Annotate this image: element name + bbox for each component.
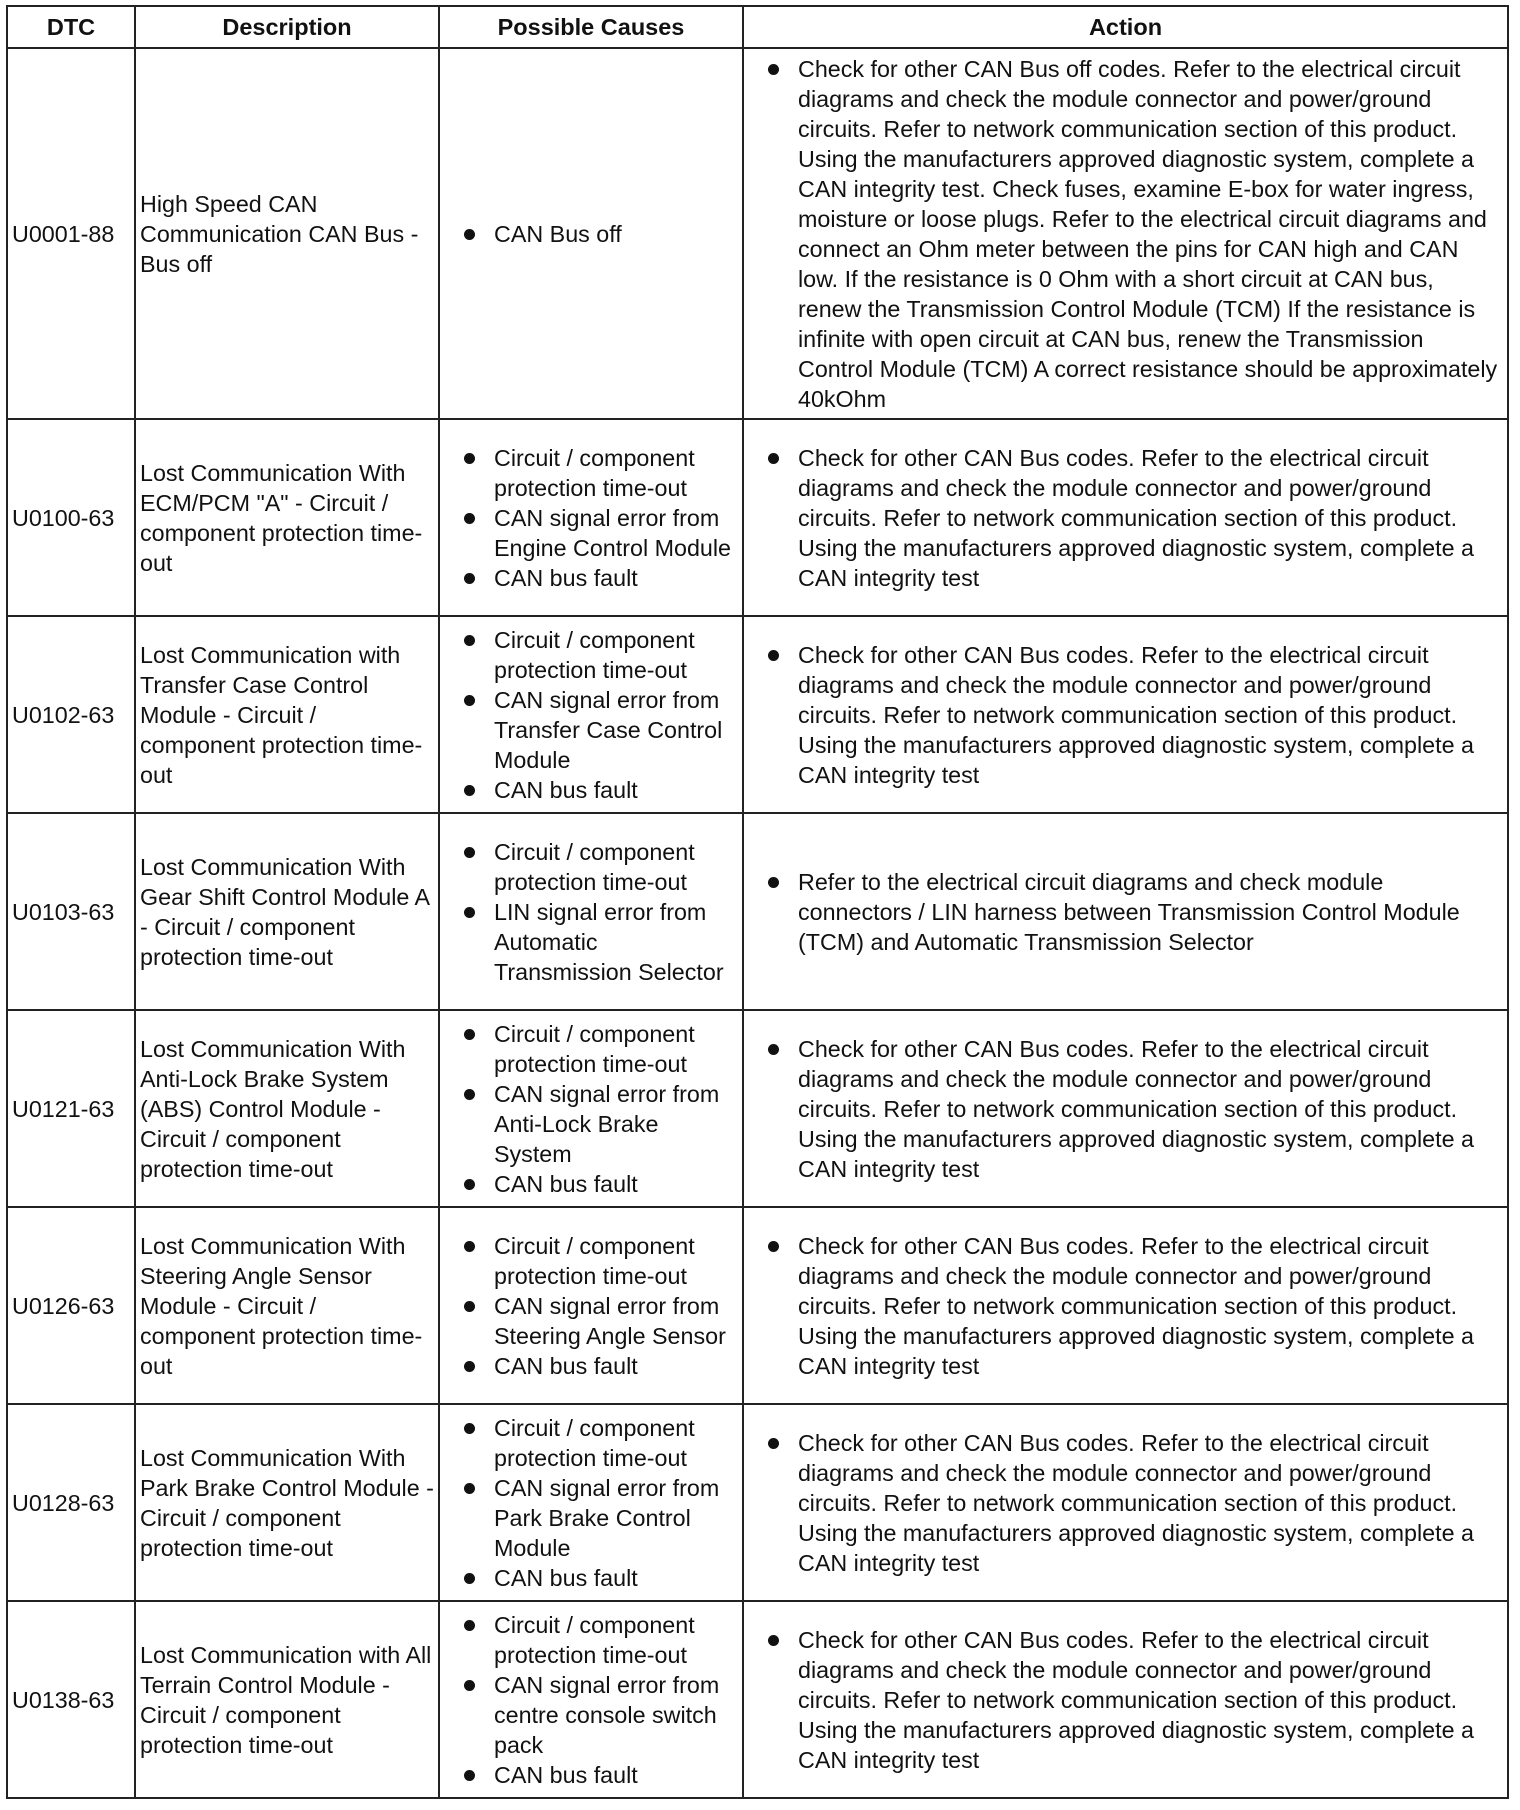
cause-item: CAN bus fault [460,1563,740,1593]
table-row [7,1010,1508,1207]
dtc-description: Lost Communication with Transfer Case Control Module - Circuit / component protection time-out [135,616,439,813]
table-row [7,813,1508,1010]
table-row [7,616,1508,813]
action-item: Check for other CAN Bus codes. Refer to the electrical circuit diagrams and check the module connector and power/ground circuits. Refer to network communication section of this product. Using the manufacturers approved diagnostic system, complete a CAN integrity test [764,1428,1503,1578]
action-item: Check for other CAN Bus codes. Refer to the electrical circuit diagrams and check the module connector and power/ground circuits. Refer to network communication section of this product. Using the manufacturers approved diagnostic system, complete a CAN integrity test [764,1625,1503,1775]
table-row [7,1207,1508,1404]
cause-item: Circuit / component protection time-out [460,443,740,503]
cause-item: CAN signal error from Park Brake Control Module [460,1473,740,1563]
causes-list [460,625,740,805]
action-cell [743,813,1508,1010]
action-cell [743,419,1508,616]
table-row [7,1601,1508,1798]
action-item: Refer to the electrical circuit diagrams and check module connectors / LIN harness between Transmission Control Module (TCM) and Automatic Transmission Selector [764,867,1503,957]
table-header [7,6,1508,48]
dtc-code: U0102-63 [7,616,135,813]
causes-list [460,1231,740,1381]
action-list [764,1034,1503,1184]
action-list [764,54,1503,414]
action-list [764,1625,1503,1775]
dtc-code: U0100-63 [7,419,135,616]
header-possible-causes: Possible Causes [439,6,743,48]
cause-item: CAN bus fault [460,1169,740,1199]
action-cell [743,1207,1508,1404]
table-row [7,1404,1508,1601]
dtc-description: Lost Communication With Anti-Lock Brake System (ABS) Control Module - Circuit / component protection time-out [135,1010,439,1207]
dtc-code: U0138-63 [7,1601,135,1798]
cause-item: CAN bus fault [460,775,740,805]
dtc-description: Lost Communication With Park Brake Control Module - Circuit / component protection time-out [135,1404,439,1601]
action-item: Check for other CAN Bus off codes. Refer to the electrical circuit diagrams and check the module connector and power/ground circuits. Refer to network communication section of this product. Using the manufacturers approved diagnostic system, complete a CAN integrity test. Check fuses, examine E-box for water ingress, moisture or loose plugs. Refer to the electrical circuit diagrams and connect an Ohm meter between the pins for CAN high and CAN low. If the resistance is 0 Ohm with a short circuit at CAN bus, renew the Transmission Control Module (TCM) If the resistance is infinite with open circuit at CAN bus, renew the Transmission Control Module (TCM) A correct resistance should be approximately 40kOhm [764,54,1503,414]
causes-list [460,443,740,593]
header-dtc: DTC [7,6,135,48]
causes-list [460,837,740,987]
cause-item: CAN signal error from Transfer Case Control Module [460,685,740,775]
action-list [764,1428,1503,1578]
cause-item: Circuit / component protection time-out [460,837,740,897]
cause-item: Circuit / component protection time-out [460,1019,740,1079]
dtc-code: U0128-63 [7,1404,135,1601]
dtc-description: Lost Communication with All Terrain Control Module - Circuit / component protection time-out [135,1601,439,1798]
dtc-description: Lost Communication With ECM/PCM "A" - Circuit / component protection time-out [135,419,439,616]
cause-item: CAN bus fault [460,1760,740,1790]
cause-item: CAN bus fault [460,563,740,593]
header-row [7,6,1508,48]
causes-list [460,1610,740,1790]
dtc-table [6,5,1509,1799]
cause-item: Circuit / component protection time-out [460,1610,740,1670]
possible-causes [439,616,743,813]
cause-item: CAN Bus off [460,219,740,249]
action-list [764,640,1503,790]
possible-causes [439,1207,743,1404]
cause-item: Circuit / component protection time-out [460,625,740,685]
action-cell [743,1010,1508,1207]
header-action: Action [743,6,1508,48]
cause-item: Circuit / component protection time-out [460,1413,740,1473]
possible-causes [439,1010,743,1207]
dtc-code: U0126-63 [7,1207,135,1404]
cause-item: Circuit / component protection time-out [460,1231,740,1291]
dtc-code: U0001-88 [7,48,135,419]
table-body [7,48,1508,1798]
dtc-description: Lost Communication With Gear Shift Control Module A - Circuit / component protection time-out [135,813,439,1010]
causes-list [460,1413,740,1593]
dtc-code: U0103-63 [7,813,135,1010]
dtc-description: Lost Communication With Steering Angle Sensor Module - Circuit / component protection time-out [135,1207,439,1404]
action-list [764,443,1503,593]
header-description: Description [135,6,439,48]
cause-item: CAN signal error from Anti-Lock Brake System [460,1079,740,1169]
action-item: Check for other CAN Bus codes. Refer to the electrical circuit diagrams and check the module connector and power/ground circuits. Refer to network communication section of this product. Using the manufacturers approved diagnostic system, complete a CAN integrity test [764,443,1503,593]
table-row [7,419,1508,616]
action-item: Check for other CAN Bus codes. Refer to the electrical circuit diagrams and check the module connector and power/ground circuits. Refer to network communication section of this product. Using the manufacturers approved diagnostic system, complete a CAN integrity test [764,1231,1503,1381]
action-item: Check for other CAN Bus codes. Refer to the electrical circuit diagrams and check the module connector and power/ground circuits. Refer to network communication section of this product. Using the manufacturers approved diagnostic system, complete a CAN integrity test [764,640,1503,790]
action-list [764,1231,1503,1381]
cause-item: CAN bus fault [460,1351,740,1381]
possible-causes [439,48,743,419]
possible-causes [439,1404,743,1601]
cause-item: CAN signal error from Steering Angle Sensor [460,1291,740,1351]
dtc-description: High Speed CAN Communication CAN Bus - Bus off [135,48,439,419]
action-cell [743,1601,1508,1798]
possible-causes [439,1601,743,1798]
cause-item: CAN signal error from Engine Control Module [460,503,740,563]
table-row [7,48,1508,419]
causes-list [460,1019,740,1199]
action-item: Check for other CAN Bus codes. Refer to the electrical circuit diagrams and check the module connector and power/ground circuits. Refer to network communication section of this product. Using the manufacturers approved diagnostic system, complete a CAN integrity test [764,1034,1503,1184]
action-list [764,867,1503,957]
action-cell [743,616,1508,813]
dtc-code: U0121-63 [7,1010,135,1207]
action-cell [743,1404,1508,1601]
cause-item: LIN signal error from Automatic Transmission Selector [460,897,740,987]
cause-item: CAN signal error from centre console switch pack [460,1670,740,1760]
possible-causes [439,419,743,616]
causes-list [460,219,740,249]
action-cell [743,48,1508,419]
possible-causes [439,813,743,1010]
